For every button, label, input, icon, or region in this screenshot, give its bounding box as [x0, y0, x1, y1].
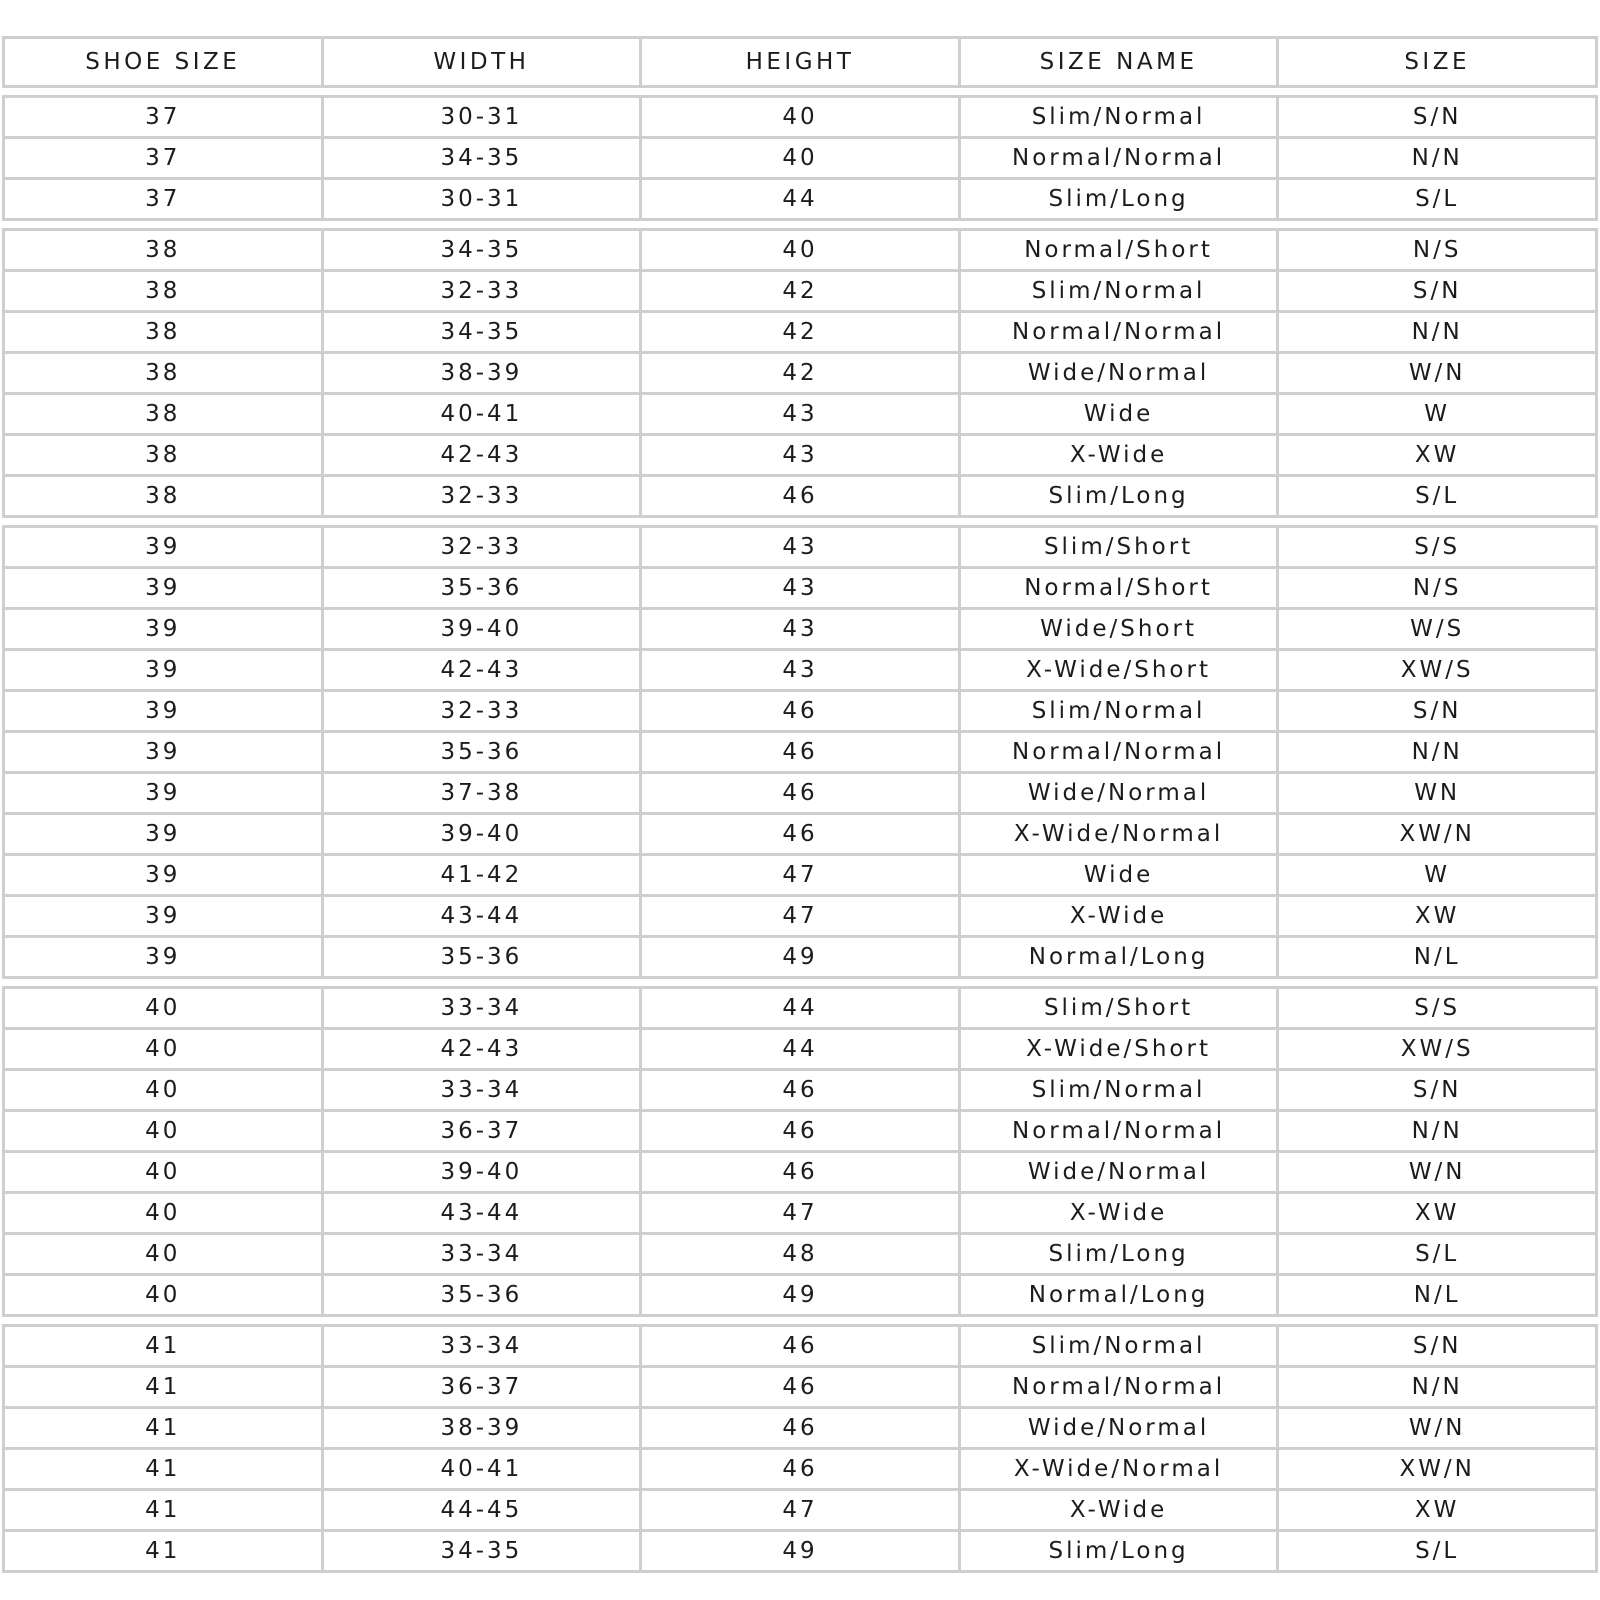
width-cell: 38-39 [324, 354, 643, 392]
table-row [5, 733, 1595, 774]
size-name-cell: Normal/Short [961, 569, 1280, 607]
width-cell: 34-35 [324, 1532, 643, 1570]
width-cell: 39-40 [324, 815, 643, 853]
shoe-size-cell: 38 [5, 436, 324, 474]
size-cell: W [1424, 862, 1451, 888]
size-name-cell: Normal/Long [961, 1276, 1280, 1314]
width-cell: 33-34 [324, 989, 643, 1027]
size-cell: XW [1414, 1497, 1460, 1523]
size-name-cell: X-Wide [961, 1194, 1280, 1232]
size-cell: S/N [1412, 1333, 1462, 1359]
table-row [5, 1276, 1595, 1314]
shoe-size-cell: 39 [5, 569, 324, 607]
size-cell: S/S [1414, 534, 1461, 560]
width-cell: 43-44 [324, 1194, 643, 1232]
table-row [5, 897, 1595, 938]
size-name-cell: X-Wide [961, 436, 1280, 474]
shoe-size-cell: 40 [5, 1071, 324, 1109]
table-row [5, 436, 1595, 477]
width-cell: 39-40 [324, 1153, 643, 1191]
table-row [5, 528, 1595, 569]
table-row [5, 692, 1595, 733]
shoe-size-cell: 39 [5, 938, 324, 976]
width-cell: 35-36 [324, 938, 643, 976]
height-cell: 47 [642, 1491, 961, 1529]
size-cell: N/S [1412, 237, 1462, 263]
width-cell: 35-36 [324, 1276, 643, 1314]
width-cell: 38-39 [324, 1409, 643, 1447]
height-cell: 43 [642, 610, 961, 648]
size-group [2, 95, 1598, 221]
table-row [5, 477, 1595, 515]
shoe-size-cell: 39 [5, 774, 324, 812]
size-name-cell: Slim/Long [961, 180, 1280, 218]
size-name-cell: Wide/Normal [961, 1153, 1280, 1191]
size-cell: N/L [1413, 1282, 1461, 1308]
table-row [5, 1235, 1595, 1276]
size-name-cell: Wide/Normal [961, 354, 1280, 392]
shoe-size-cell: 41 [5, 1491, 324, 1529]
height-cell: 40 [642, 231, 961, 269]
size-cell: N/N [1411, 145, 1463, 171]
width-cell: 34-35 [324, 313, 643, 351]
width-cell: 33-34 [324, 1235, 643, 1273]
width-cell: 32-33 [324, 477, 643, 515]
width-cell: 36-37 [324, 1112, 643, 1150]
width-cell: 42-43 [324, 436, 643, 474]
size-cell: XW/N [1399, 821, 1475, 847]
size-group [2, 525, 1598, 979]
height-cell: 43 [642, 569, 961, 607]
width-cell: 32-33 [324, 528, 643, 566]
table-row [5, 569, 1595, 610]
shoe-size-cell: 41 [5, 1368, 324, 1406]
shoe-size-cell: 41 [5, 1450, 324, 1488]
table-row [5, 98, 1595, 139]
width-cell: 33-34 [324, 1327, 643, 1365]
size-name-cell: Slim/Normal [961, 98, 1280, 136]
shoe-size-cell: 39 [5, 610, 324, 648]
size-name-cell: X-Wide/Normal [961, 815, 1280, 853]
size-name-cell: Normal/Normal [961, 1112, 1280, 1150]
height-cell: 43 [642, 528, 961, 566]
width-cell: 35-36 [324, 733, 643, 771]
table-row [5, 395, 1595, 436]
size-cell: N/N [1411, 319, 1463, 345]
size-cell: N/N [1411, 1118, 1463, 1144]
table-row [5, 610, 1595, 651]
width-cell: 44-45 [324, 1491, 643, 1529]
size-cell: S/S [1414, 995, 1461, 1021]
shoe-size-cell: 39 [5, 733, 324, 771]
size-name-cell: Normal/Normal [961, 733, 1280, 771]
table-header-row [2, 36, 1598, 88]
shoe-size-cell: 39 [5, 692, 324, 730]
table-row [5, 774, 1595, 815]
header-height: HEIGHT [642, 39, 961, 85]
size-name-cell: Wide/Normal [961, 1409, 1280, 1447]
size-cell: N/N [1411, 739, 1463, 765]
shoe-size-cell: 40 [5, 1030, 324, 1068]
table-row [5, 1194, 1595, 1235]
shoe-size-cell: 38 [5, 395, 324, 433]
shoe-size-cell: 37 [5, 139, 324, 177]
table-row [5, 1112, 1595, 1153]
size-name-cell: Slim/Short [961, 528, 1280, 566]
width-cell: 40-41 [324, 395, 643, 433]
height-cell: 46 [642, 1450, 961, 1488]
shoe-size-cell: 39 [5, 528, 324, 566]
shoe-size-cell: 38 [5, 354, 324, 392]
size-name-cell: Normal/Normal [961, 139, 1280, 177]
size-name-cell: Slim/Long [961, 477, 1280, 515]
shoe-size-cell: 41 [5, 1409, 324, 1447]
size-name-cell: Wide [961, 395, 1280, 433]
width-cell: 42-43 [324, 1030, 643, 1068]
size-cell: W/N [1408, 1415, 1466, 1441]
table-row [5, 139, 1595, 180]
size-name-cell: Slim/Normal [961, 692, 1280, 730]
size-name-cell: X-Wide [961, 1491, 1280, 1529]
size-name-cell: Slim/Normal [961, 1327, 1280, 1365]
size-cell: W/S [1410, 616, 1465, 642]
width-cell: 36-37 [324, 1368, 643, 1406]
size-name-cell: Wide/Normal [961, 774, 1280, 812]
width-cell: 32-33 [324, 692, 643, 730]
width-cell: 41-42 [324, 856, 643, 894]
height-cell: 43 [642, 651, 961, 689]
height-cell: 46 [642, 1071, 961, 1109]
shoe-size-cell: 38 [5, 313, 324, 351]
size-name-cell: Slim/Long [961, 1235, 1280, 1273]
size-name-cell: X-Wide/Short [961, 651, 1280, 689]
width-cell: 43-44 [324, 897, 643, 935]
size-cell: W/N [1408, 360, 1466, 386]
header-size-name: SIZE NAME [961, 39, 1280, 85]
height-cell: 43 [642, 436, 961, 474]
table-row [5, 1532, 1595, 1570]
shoe-size-cell: 38 [5, 231, 324, 269]
height-cell: 46 [642, 1112, 961, 1150]
table-row [5, 856, 1595, 897]
table-row [5, 1327, 1595, 1368]
table-row [5, 313, 1595, 354]
height-cell: 46 [642, 692, 961, 730]
table-row [5, 231, 1595, 272]
table-row [5, 1409, 1595, 1450]
height-cell: 46 [642, 774, 961, 812]
size-cell: XW/S [1400, 657, 1474, 683]
size-name-cell: Normal/Short [961, 231, 1280, 269]
header-width: WIDTH [324, 39, 643, 85]
header-size: SIZE [1404, 49, 1470, 75]
size-cell: N/S [1412, 575, 1462, 601]
height-cell: 47 [642, 1194, 961, 1232]
table-row [5, 1030, 1595, 1071]
size-cell: XW [1414, 442, 1460, 468]
table-row [5, 938, 1595, 976]
size-cell: S/N [1412, 698, 1462, 724]
size-name-cell: Slim/Normal [961, 1071, 1280, 1109]
height-cell: 46 [642, 1368, 961, 1406]
table-row [5, 354, 1595, 395]
table-row [5, 1368, 1595, 1409]
shoe-size-cell: 38 [5, 477, 324, 515]
height-cell: 42 [642, 272, 961, 310]
width-cell: 32-33 [324, 272, 643, 310]
size-cell: W [1424, 401, 1451, 427]
size-group [2, 986, 1598, 1317]
height-cell: 44 [642, 989, 961, 1027]
width-cell: 30-31 [324, 98, 643, 136]
size-group [2, 1324, 1598, 1573]
shoe-size-cell: 40 [5, 1194, 324, 1232]
height-cell: 42 [642, 313, 961, 351]
size-cell: WN [1414, 780, 1461, 806]
table-row [5, 1071, 1595, 1112]
size-name-cell: Slim/Normal [961, 272, 1280, 310]
shoe-size-cell: 39 [5, 651, 324, 689]
table-row [5, 1153, 1595, 1194]
shoe-size-cell: 39 [5, 856, 324, 894]
table-row [5, 272, 1595, 313]
width-cell: 35-36 [324, 569, 643, 607]
height-cell: 40 [642, 139, 961, 177]
size-name-cell: X-Wide/Normal [961, 1450, 1280, 1488]
shoe-size-cell: 40 [5, 1235, 324, 1273]
shoe-size-cell: 40 [5, 1112, 324, 1150]
size-chart-table [2, 36, 1598, 1580]
height-cell: 49 [642, 938, 961, 976]
size-cell: S/L [1415, 483, 1460, 509]
size-name-cell: Normal/Normal [961, 1368, 1280, 1406]
size-cell: S/N [1412, 104, 1462, 130]
table-row [5, 989, 1595, 1030]
height-cell: 47 [642, 856, 961, 894]
height-cell: 49 [642, 1276, 961, 1314]
table-row [5, 1491, 1595, 1532]
size-name-cell: Normal/Normal [961, 313, 1280, 351]
size-cell: W/N [1408, 1159, 1466, 1185]
size-name-cell: Slim/Long [961, 1532, 1280, 1570]
height-cell: 44 [642, 1030, 961, 1068]
width-cell: 40-41 [324, 1450, 643, 1488]
shoe-size-cell: 40 [5, 1153, 324, 1191]
header-shoe-size: SHOE SIZE [5, 39, 324, 85]
height-cell: 40 [642, 98, 961, 136]
size-cell: S/N [1412, 278, 1462, 304]
shoe-size-cell: 39 [5, 897, 324, 935]
table-row [5, 815, 1595, 856]
shoe-size-cell: 40 [5, 1276, 324, 1314]
height-cell: 43 [642, 395, 961, 433]
size-name-cell: Wide/Short [961, 610, 1280, 648]
height-cell: 47 [642, 897, 961, 935]
height-cell: 49 [642, 1532, 961, 1570]
table-body [2, 95, 1598, 1573]
width-cell: 34-35 [324, 139, 643, 177]
size-name-cell: Slim/Short [961, 989, 1280, 1027]
height-cell: 46 [642, 733, 961, 771]
table-row [5, 180, 1595, 218]
size-group [2, 228, 1598, 518]
size-cell: S/N [1412, 1077, 1462, 1103]
table-row [5, 1450, 1595, 1491]
width-cell: 30-31 [324, 180, 643, 218]
shoe-size-cell: 41 [5, 1327, 324, 1365]
size-name-cell: Wide [961, 856, 1280, 894]
size-cell: XW [1414, 903, 1460, 929]
size-cell: XW [1414, 1200, 1460, 1226]
size-name-cell: Normal/Long [961, 938, 1280, 976]
table-row [5, 651, 1595, 692]
height-cell: 46 [642, 815, 961, 853]
height-cell: 42 [642, 354, 961, 392]
shoe-size-cell: 37 [5, 98, 324, 136]
height-cell: 46 [642, 1327, 961, 1365]
height-cell: 46 [642, 477, 961, 515]
width-cell: 34-35 [324, 231, 643, 269]
shoe-size-cell: 38 [5, 272, 324, 310]
size-name-cell: X-Wide [961, 897, 1280, 935]
shoe-size-cell: 41 [5, 1532, 324, 1570]
height-cell: 48 [642, 1235, 961, 1273]
height-cell: 44 [642, 180, 961, 218]
size-name-cell: X-Wide/Short [961, 1030, 1280, 1068]
size-cell: S/L [1415, 186, 1460, 212]
size-cell: N/N [1411, 1374, 1463, 1400]
width-cell: 42-43 [324, 651, 643, 689]
width-cell: 37-38 [324, 774, 643, 812]
size-cell: S/L [1415, 1241, 1460, 1267]
size-cell: XW/S [1400, 1036, 1474, 1062]
size-cell: N/L [1413, 944, 1461, 970]
shoe-size-cell: 40 [5, 989, 324, 1027]
height-cell: 46 [642, 1153, 961, 1191]
size-cell: XW/N [1399, 1456, 1475, 1482]
shoe-size-cell: 37 [5, 180, 324, 218]
width-cell: 33-34 [324, 1071, 643, 1109]
height-cell: 46 [642, 1409, 961, 1447]
width-cell: 39-40 [324, 610, 643, 648]
size-cell: S/L [1415, 1538, 1460, 1564]
shoe-size-cell: 39 [5, 815, 324, 853]
